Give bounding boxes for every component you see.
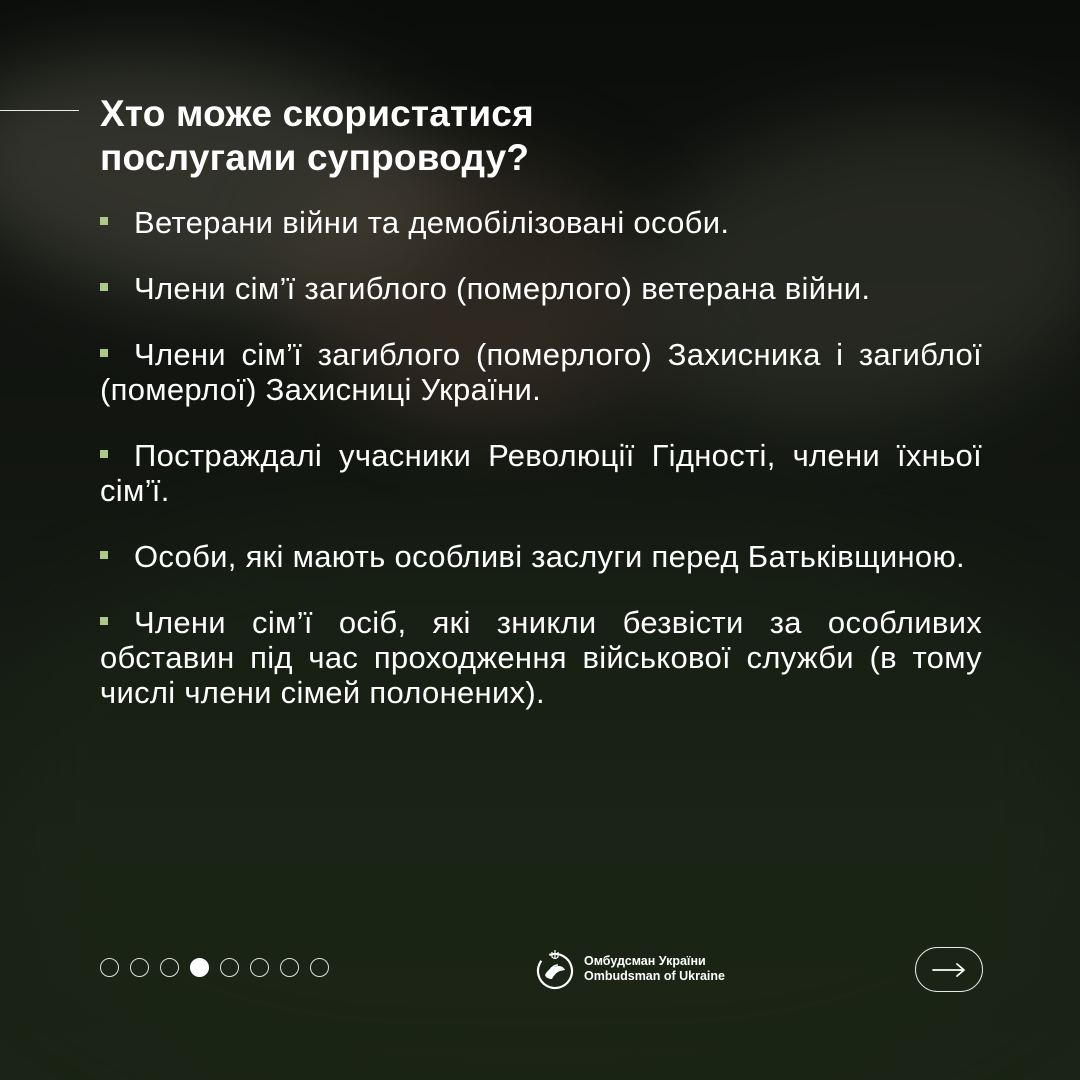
list-item-text: Постраждалі учасники Революції Гідності, члени їхньої сім’ї. bbox=[100, 438, 982, 508]
arrow-right-icon bbox=[932, 963, 966, 977]
page-dot-5[interactable] bbox=[220, 958, 239, 977]
bullet-icon bbox=[100, 551, 108, 559]
page-dot-7[interactable] bbox=[280, 958, 299, 977]
bullet-icon bbox=[100, 349, 108, 357]
list-item bbox=[100, 271, 982, 306]
page-dot-3[interactable] bbox=[160, 958, 179, 977]
page-dot-8[interactable] bbox=[310, 958, 329, 977]
bullet-icon bbox=[100, 450, 108, 458]
logo-text-english: Ombudsman of Ukraine bbox=[584, 969, 725, 983]
list-item-text: Особи, які мають особливі заслуги перед Батьківщиною. bbox=[134, 539, 965, 574]
list-item-text: Ветерани війни та демобілізовані особи. bbox=[134, 205, 730, 240]
bullet-icon bbox=[100, 283, 108, 291]
page-dot-6[interactable] bbox=[250, 958, 269, 977]
eligibility-list bbox=[100, 205, 982, 741]
page-dot-2[interactable] bbox=[130, 958, 149, 977]
list-item bbox=[100, 438, 982, 508]
list-item bbox=[100, 539, 982, 574]
pagination-dots bbox=[100, 958, 329, 977]
bullet-icon bbox=[100, 217, 108, 225]
list-item bbox=[100, 337, 982, 407]
title-line-1: Хто може скористатися bbox=[100, 93, 534, 134]
bullet-icon bbox=[100, 617, 108, 625]
decorative-line bbox=[0, 110, 79, 111]
page-dot-4-active[interactable] bbox=[190, 958, 209, 977]
ombudsman-hand-dove-icon bbox=[534, 948, 576, 990]
ombudsman-logo bbox=[534, 948, 725, 990]
page-dot-1[interactable] bbox=[100, 958, 119, 977]
list-item-text: Члени сім’ї осіб, які зникли безвісти за особливих обставин під час проходження військової служби (в тому числі члени сімей полонених). bbox=[100, 605, 982, 710]
list-item-text: Члени сім’ї загиблого (померлого) Захисника і загиблої (померлої) Захисниці України. bbox=[100, 337, 982, 407]
list-item bbox=[100, 205, 982, 240]
list-item-text: Члени сім’ї загиблого (померлого) ветерана війни. bbox=[134, 271, 871, 306]
logo-text-ukrainian: Омбудсман України bbox=[584, 954, 706, 968]
page-title bbox=[100, 92, 800, 180]
next-slide-button[interactable] bbox=[915, 947, 983, 992]
title-line-2: послугами супроводу? bbox=[100, 137, 530, 178]
logo-text bbox=[584, 954, 725, 984]
list-item bbox=[100, 605, 982, 710]
